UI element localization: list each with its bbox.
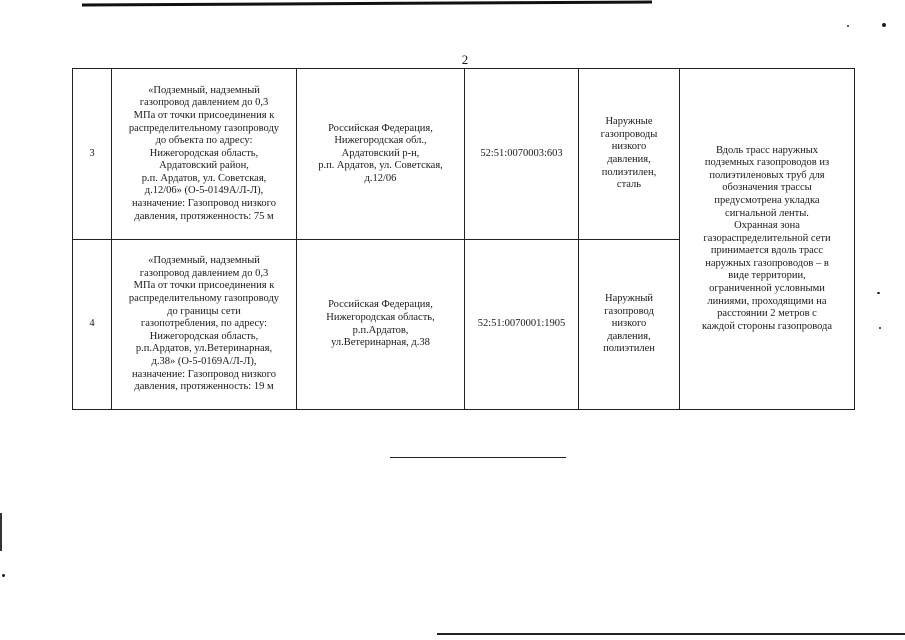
scan-artifact-bottom-line: [437, 633, 905, 635]
scan-dot: [847, 25, 849, 27]
scan-dot: [2, 574, 5, 577]
gas-pipeline-table: [72, 68, 855, 410]
row-number: 4: [73, 240, 112, 410]
scan-artifact-top-line: [82, 1, 652, 7]
scan-dot: [882, 23, 886, 27]
scan-dot: [877, 292, 880, 294]
scan-dot: [879, 327, 881, 329]
object-name: «Подземный, надземный газопровод давлением до 0,3 МПа от точки присоединения к распределительному газопроводу до границы сети газопотребления, по адресу: Нижегородская область, р.п.Ардатов, ул.Ветеринарная, д.38» (О-5-0169А/Л-Л), назначение: Газопровод низкого давления, протяженность: 19 м: [112, 240, 297, 410]
cadastral-number: 52:51:0070003:603: [465, 69, 579, 240]
object-name: «Подземный, надземный газопровод давлением до 0,3 МПа от точки присоединения к распределительному газопроводу до объекта по адресу: Нижегородская область, Ардатовский район, р.п. Ардатов, ул. Советская, д.12/06» (О-5-0149А/Л-Л), назначение: Газопровод низкого давления, протяженность: 75 м: [112, 69, 297, 240]
protection-zone-description: Вдоль трасс наружных подземных газопроводов из полиэтиленовых труб для обозначения трассы предусмотрена укладка сигнальной ленты. Охранная зона газораспределительной сети принимается вдоль трасс наружных газопроводов – в виде территории, ограниченной условными линиями, проходящими на расстоянии 2 метров с каждой стороны газопровода: [680, 69, 855, 410]
scan-artifact-edge-mark: [0, 513, 2, 551]
object-type: Наружный газопровод низкого давления, полиэтилен: [579, 240, 680, 410]
object-location: Российская Федерация, Нижегородская обл., Ардатовский р-н, р.п. Ардатов, ул. Советская, д.12/06: [297, 69, 465, 240]
closing-rule: [390, 457, 566, 458]
table-row: [73, 69, 855, 240]
object-type: Наружные газопроводы низкого давления, полиэтилен, сталь: [579, 69, 680, 240]
cadastral-number: 52:51:0070001:1905: [465, 240, 579, 410]
row-number: 3: [73, 69, 112, 240]
page-number: 2: [461, 52, 469, 67]
object-location: Российская Федерация, Нижегородская область, р.п.Ардатов, ул.Ветеринарная, д.38: [297, 240, 465, 410]
